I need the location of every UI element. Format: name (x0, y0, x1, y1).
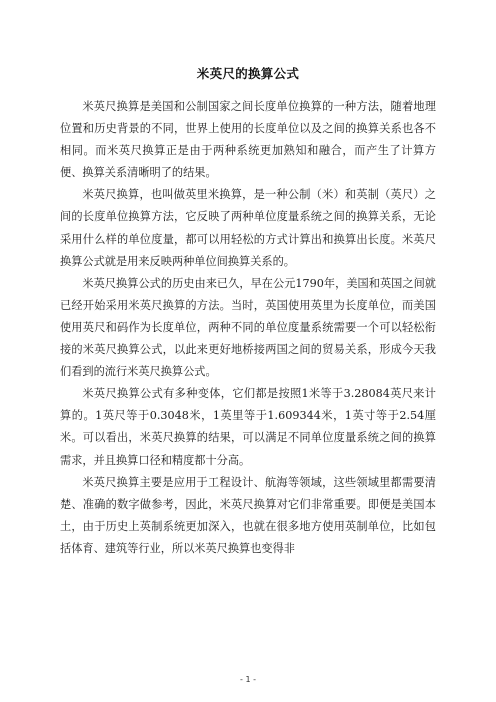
paragraph-5: 米英尺换算主要是应用于工程设计、航海等领域，这些领域里都需要清楚、准确的数字做参考，因此，米英尺换算对它们非常重要。即便是美国本土，由于历史上英制系统更加深入，也就在很多地方使用英制单位，比如包括体育、建筑等行业，所以米英尺换算也变得非 (60, 475, 436, 555)
page-number: - 1 - (240, 675, 256, 684)
document-body (60, 96, 436, 560)
paragraph-3: 米英尺换算公式的历史由来已久，早在公元1790年，美国和英国之间就已经开始采用米英尺换算的方法。当时，英国使用英里为长度单位，而美国使用英尺和码作为长度单位，两种不同的单位度量系统需要一个可以轻松衔接的米英尺换算公式，以此来更好地桥接两国之间的贸易关系，形成今天我们看到的流行米英尺换算公式。 (60, 276, 436, 379)
paragraph-2: 米英尺换算，也叫做英里米换算，是一种公制（米）和英制（英尺）之间的长度单位换算方法，它反映了两种单位度量系统之间的换算关系，无论采用什么样的单位度量，都可以用轻松的方式计算出和换算出长度。米英尺换算公式就是用来反映两种单位间换算关系的。 (60, 188, 436, 268)
paragraph-1: 米英尺换算是美国和公制国家之间长度单位换算的一种方法，随着地理位置和历史背景的不同，世界上使用的长度单位以及之间的换算关系也各不相同。而米英尺换算正是由于两种系统更加熟知和融合，而产生了计算方便、换算关系清晰明了的结果。 (60, 100, 436, 180)
paragraph-4: 米英尺换算公式有多种变体，它们都是按照1米等于3.28084英尺来计算的。1英尺等于0.3048米，1英里等于1.609344米，1英寸等于2.54厘米。可以看出，米英尺换算的结果，可以满足不同单位度量系统之间的换算需求，并且换算口径和精度都十分高。 (60, 387, 436, 467)
document-title: 米英尺的换算公式 (196, 66, 300, 81)
